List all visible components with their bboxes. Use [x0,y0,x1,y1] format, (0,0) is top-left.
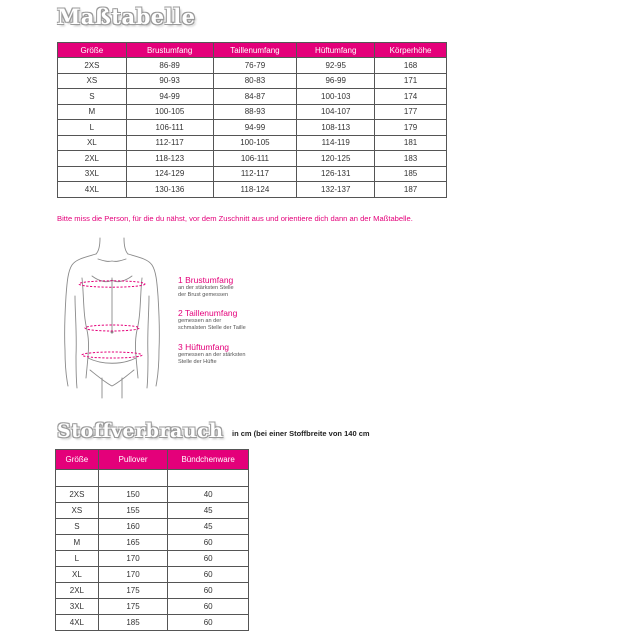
table-cell: 60 [168,567,249,583]
table-cell: 183 [375,151,447,167]
torso-figure-icon [62,238,162,398]
measurement-instruction: Bitte miss die Person, für die du nähst, vor dem Zuschnitt aus und orientiere dich dann an der Maßtabelle. [57,214,413,223]
table-cell: 126-131 [297,166,375,182]
table-cell: XL [56,567,99,583]
table-cell: 2XL [56,583,99,599]
table-cell: 84-87 [213,89,297,105]
table-row [56,535,249,551]
table-cell: 120-125 [297,151,375,167]
table-cell: 185 [98,615,168,631]
table-cell: 100-105 [126,104,213,120]
table-row [56,567,249,583]
column-header: Pullover [98,450,168,470]
table-row [56,487,249,503]
table-row [56,599,249,615]
table-cell: 100-105 [213,135,297,151]
table-cell: 165 [98,535,168,551]
legend-hip [178,342,245,367]
table-cell: 92-95 [297,58,375,74]
table-cell: 124-129 [126,166,213,182]
table-cell [168,470,249,487]
column-header: Körperhöhe [375,43,447,58]
table-row [58,166,447,182]
table-cell: 170 [98,567,168,583]
legend-title: 2 Taillenumfang [178,308,238,318]
legend-chest [178,275,234,300]
table-cell: 175 [98,583,168,599]
column-header: Größe [56,450,99,470]
table-row [58,89,447,105]
legend-text: der Brust gemessen [178,292,229,299]
table-cell: 179 [375,120,447,136]
column-header: Taillenumfang [213,43,297,58]
table-cell [56,470,99,487]
table-cell: 80-83 [213,73,297,89]
table-cell: 155 [98,503,168,519]
table-cell: 185 [375,166,447,182]
table-row [56,503,249,519]
table-cell: 45 [168,503,249,519]
table-cell: S [58,89,127,105]
table-cell: 100-103 [297,89,375,105]
measurement-table-title: Maßtabelle [57,4,196,29]
legend-text: schmalsten Stelle der Taille [178,325,246,332]
column-header: Brustumfang [126,43,213,58]
table-cell: XS [56,503,99,519]
table-cell: XL [58,135,127,151]
table-cell: 114-119 [297,135,375,151]
fabric-width-note: in cm (bei einer Stoffbreite von 140 cm [232,429,370,438]
table-cell: XS [58,73,127,89]
table-cell: 2XS [56,487,99,503]
table-cell: 181 [375,135,447,151]
table-cell: 168 [375,58,447,74]
table-cell: 187 [375,182,447,198]
table-cell: 132-137 [297,182,375,198]
table-cell: 76-79 [213,58,297,74]
table-cell: 3XL [56,599,99,615]
table-cell: 150 [98,487,168,503]
table-cell: 88-93 [213,104,297,120]
table-cell: L [56,551,99,567]
column-header: Hüftumfang [297,43,375,58]
table-cell: M [56,535,99,551]
fabric-consumption-title: Stoffverbrauch [57,420,224,442]
legend-text: gemessen an der stärksten [178,352,246,358]
table-cell: 3XL [58,166,127,182]
legend-title: 3 Hüftumfang [178,342,230,352]
table-row [56,551,249,567]
table-row [58,73,447,89]
legend-title: 1 Brustumfang [178,275,234,285]
table-spacer-row [56,470,249,487]
table-cell: 160 [98,519,168,535]
table-cell: 104-107 [297,104,375,120]
table-row [58,151,447,167]
table-cell: 60 [168,551,249,567]
legend-text: Stelle der Hüfte [178,359,217,366]
table-cell: M [58,104,127,120]
table-header-row [58,43,447,58]
table-row [56,519,249,535]
table-row [58,135,447,151]
table-cell: 106-111 [126,120,213,136]
legend-text: an der stärksten Stelle [178,285,234,291]
table-cell: 40 [168,487,249,503]
table-header-row [56,450,249,470]
table-row [58,58,447,74]
table-cell: 45 [168,519,249,535]
table-cell: 60 [168,599,249,615]
table-cell: 94-99 [126,89,213,105]
table-row [56,583,249,599]
table-row [58,120,447,136]
table-cell: 177 [375,104,447,120]
table-cell: 4XL [58,182,127,198]
table-cell: 174 [375,89,447,105]
legend-waist [178,308,246,333]
table-cell: 130-136 [126,182,213,198]
fabric-consumption-table [55,449,249,631]
table-cell: 118-124 [213,182,297,198]
table-cell: 170 [98,551,168,567]
table-cell [98,470,168,487]
table-cell: 90-93 [126,73,213,89]
table-cell: 108-113 [297,120,375,136]
size-chart-table [57,42,447,198]
column-header: Größe [58,43,127,58]
table-cell: 60 [168,583,249,599]
table-cell: 60 [168,535,249,551]
table-cell: 94-99 [213,120,297,136]
table-cell: 112-117 [213,166,297,182]
table-cell: 171 [375,73,447,89]
table-cell: 2XS [58,58,127,74]
table-cell: L [58,120,127,136]
table-cell: S [56,519,99,535]
legend-text: gemessen an der [178,318,222,324]
table-row [58,104,447,120]
table-row [58,182,447,198]
table-cell: 96-99 [297,73,375,89]
table-cell: 106-111 [213,151,297,167]
table-row [56,615,249,631]
table-cell: 112-117 [126,135,213,151]
table-cell: 60 [168,615,249,631]
table-cell: 118-123 [126,151,213,167]
column-header: Bündchenware [168,450,249,470]
table-cell: 4XL [56,615,99,631]
table-cell: 86-89 [126,58,213,74]
table-cell: 175 [98,599,168,615]
table-cell: 2XL [58,151,127,167]
